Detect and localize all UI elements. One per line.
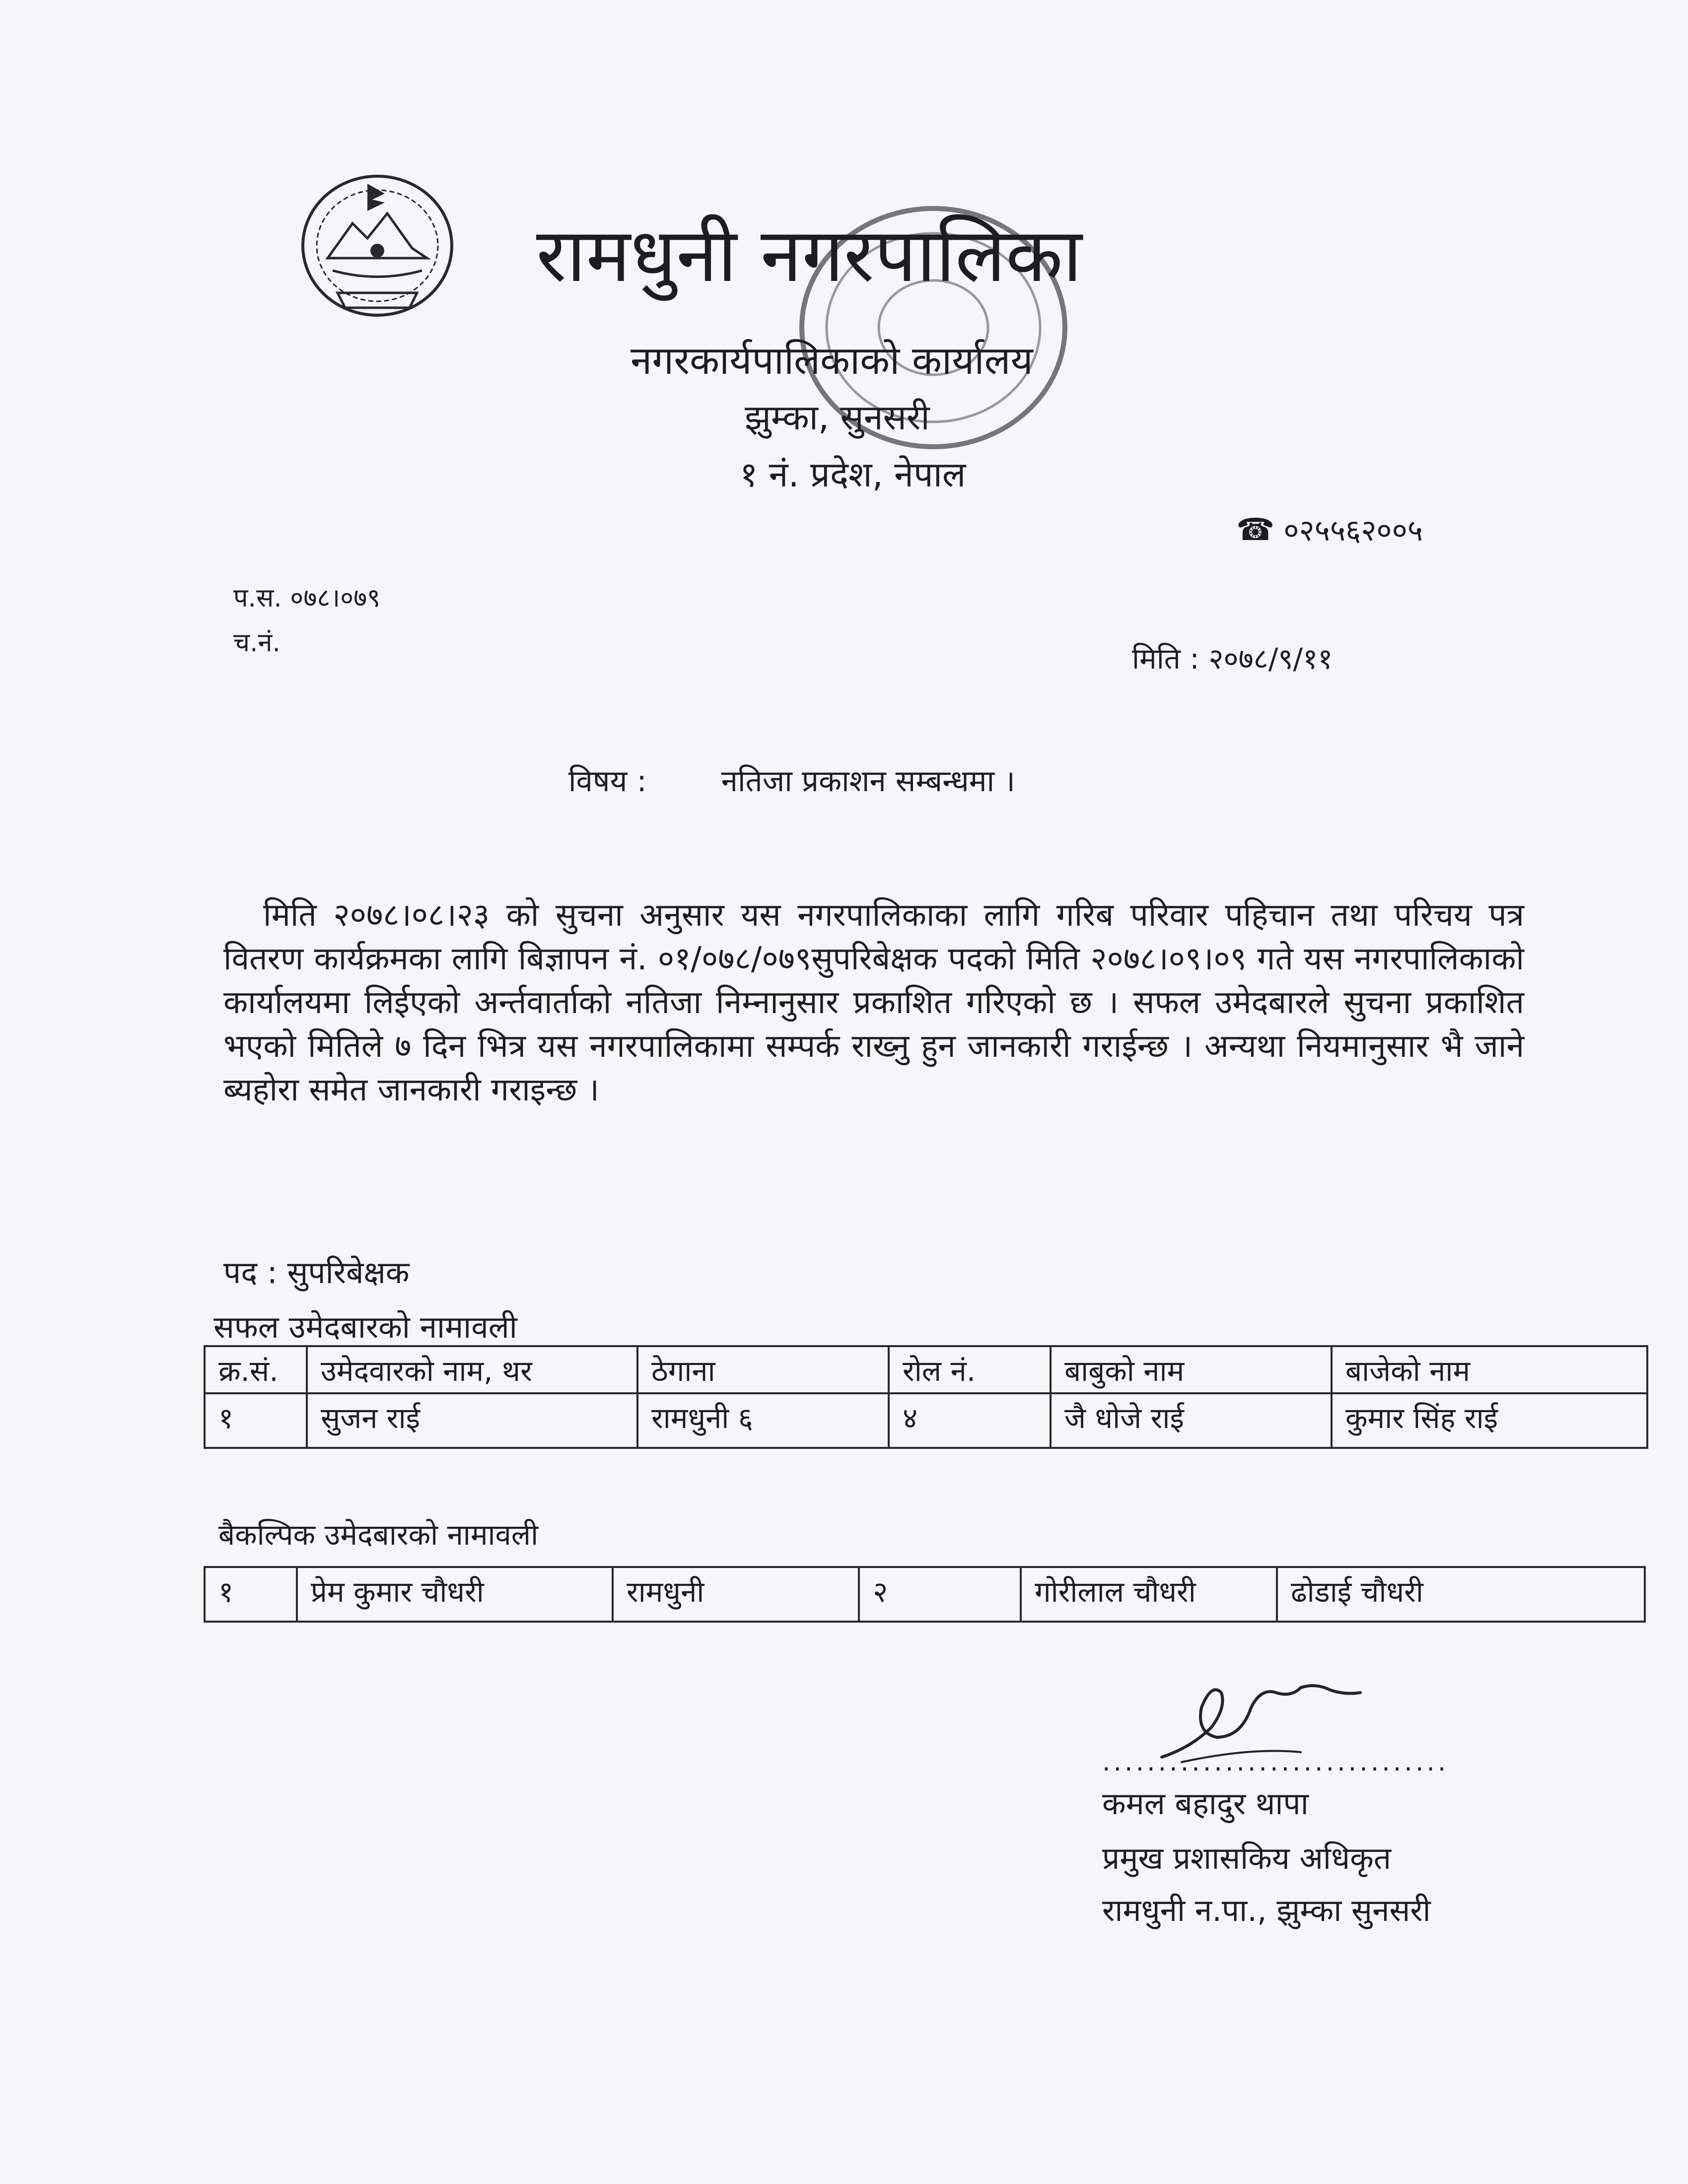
body-paragraph: मिति २०७८।०८।२३ को सुचना अनुसार यस नगरपालिकाका लागि गरिब परिवार पहिचान तथा परिचय पत्र वितरण कार्यक्रमका लागि बिज्ञापन नं. ०१/०७८/०७९सुपरिबेक्षक पदको मिति २०७८।०९।०९ गते यस नगरपालिकाको कार्यालयमा लिईएको अर्न्तवार्ताको नतिजा निम्नानुसार प्रकाशित गरिएको छ । सफल उमेदबारले सुचना प्रकाशित भएको मितिले ७ दिन भित्र यस नगरपालिकामा सम्पर्क राख्नु हुन जानकारी गराईन्छ । अन्यथा नियमानुसार भै जाने ब्यहोरा समेत जानकारी गराइन्छ । (223, 897, 1524, 1108)
header-cell: रोल नं. (889, 1346, 1051, 1393)
nepal-emblem-icon (293, 164, 462, 323)
phone-text: ०२५५६२००५ (1283, 513, 1423, 548)
table-row (205, 1393, 1647, 1448)
chalani-number: च.नं. (233, 628, 281, 658)
patra-sankhya: प.स. ०७८।०७९ (233, 583, 381, 613)
table-cell: गोरीलाल चौधरी (1021, 1567, 1277, 1622)
signatory-name: कमल बहादुर थापा (1102, 1785, 1309, 1822)
table-cell: ४ (889, 1393, 1051, 1448)
table-cell: २ (859, 1567, 1021, 1622)
success-list-heading: सफल उमेदबारको नामावली (213, 1309, 517, 1345)
reference-block (233, 576, 380, 665)
header-cell: बाबुको नाम (1051, 1346, 1332, 1393)
table-cell: प्रेम कुमार चौधरी (297, 1567, 613, 1622)
table-cell: जै धोजे राई (1051, 1393, 1332, 1448)
signatory-designation: प्रमुख प्रशासकिय अधिकृत (1102, 1840, 1392, 1876)
address-line-2: १ नं. प्रदेश, नेपाल (740, 454, 966, 495)
table-header-row (205, 1346, 1647, 1393)
table-cell: रामधुनी ६ (637, 1393, 889, 1448)
alternate-candidates-table (204, 1566, 1646, 1623)
subject-label: विषय : (568, 764, 647, 799)
header-cell: क्र.सं. (205, 1346, 307, 1393)
post-title: पद : सुपरिबेक्षक (223, 1254, 410, 1291)
signatory-office: रामधुनी न.पा., झुम्का सुनसरी (1102, 1892, 1431, 1928)
table-cell: १ (205, 1393, 307, 1448)
subject-text: नतिजा प्रकाशन सम्बन्धमा । (721, 764, 1015, 799)
municipality-title: रामधुनी नगरपालिका (536, 212, 1082, 299)
telephone-icon: ☎ (1236, 511, 1275, 547)
table-cell: कुमार सिंह राई (1332, 1393, 1647, 1448)
subject-line (568, 759, 1015, 800)
letter-date: मिति : २०७८/९/११ (1132, 642, 1333, 676)
table-cell: ढोडाई चौधरी (1277, 1567, 1645, 1622)
table-cell: सुजन राई (307, 1393, 637, 1448)
office-name: नगरकार्यपालिकाको कार्यालय (631, 339, 1033, 383)
phone-number (1236, 509, 1423, 549)
header-cell: ठेगाना (637, 1346, 889, 1393)
address-line-1: झुम्का, सुनसरी (745, 397, 930, 438)
header-cell: उमेदवारको नाम, थर (307, 1346, 637, 1393)
success-candidates-table (204, 1345, 1648, 1449)
header-cell: बाजेको नाम (1332, 1346, 1647, 1393)
signature-line: ............................... (1102, 1747, 1449, 1777)
alternate-list-heading: बैकल्पिक उमेदबारको नामावली (218, 1518, 539, 1552)
table-row (205, 1567, 1645, 1622)
table-cell: रामधुनी (613, 1567, 859, 1622)
table-cell: १ (205, 1567, 297, 1622)
